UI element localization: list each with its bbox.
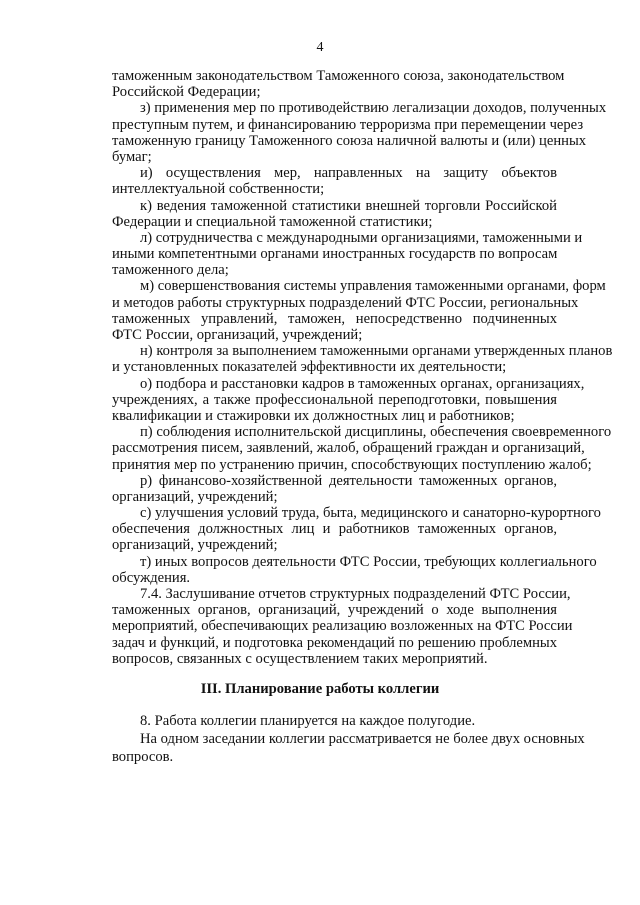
paragraph [112, 375, 585, 425]
text-line: учреждениях, а также профессиональной переподготовки, повышения [112, 391, 557, 408]
text-line: принятия мер по устранению причин, способствующих поступлению жалоб; [112, 456, 592, 473]
paragraph [112, 730, 585, 766]
text-line: 8. Работа коллегии планируется на каждое полугодие. [140, 713, 476, 729]
text-line: ФТС России, организаций, учреждений; [112, 327, 363, 343]
text-line: к) ведения таможенной статистики внешней торговли Российской [140, 197, 557, 214]
text-line: р) финансово-хозяйственной деятельности таможенных органов, [140, 472, 557, 489]
paragraph [112, 68, 565, 101]
paragraph [112, 229, 583, 279]
text-line: вопросов. [112, 749, 174, 765]
text-line: преступным путем, и финансированию терроризма при перемещении через [112, 116, 584, 133]
paragraph [112, 505, 601, 554]
text-line: н) контроля за выполнением таможенными органами утвержденных планов [140, 343, 613, 360]
text-line: вопросов, связанных с осуществлением таких мероприятий. [112, 650, 488, 667]
paragraph [112, 586, 573, 667]
text-line: 7.4. Заслушивание отчетов структурных подразделений ФТС России, [140, 586, 571, 602]
text-line: организаций, учреждений; [112, 488, 278, 505]
text-line: т) иных вопросов деятельности ФТС России, требующих коллегиального [140, 553, 597, 570]
text-line: рассмотрения писем, заявлений, жалоб, обращений граждан и организаций, [112, 440, 585, 457]
section-heading: III. Планирование работы коллегии [200, 681, 440, 697]
text-line: п) соблюдения исполнительской дисциплины, обеспечения своевременного [140, 424, 612, 441]
text-line: интеллектуальной собственности; [112, 181, 325, 198]
paragraph [112, 100, 607, 165]
text-line: з) применения мер по противодействию легализации доходов, полученных [140, 100, 607, 117]
text-line: мероприятий, обеспечивающих реализацию возложенных на ФТС России [112, 618, 573, 635]
paragraph [112, 424, 612, 473]
paragraph [112, 343, 613, 376]
text-line: Федерации и специальной таможенной статистики; [112, 213, 433, 230]
text-line: таможенным законодательством Таможенного союза, законодательством [112, 68, 565, 84]
text-line: и установленных показателей эффективности их деятельности; [112, 359, 507, 376]
document-tail [112, 712, 585, 766]
text-line: таможенную границу Таможенного союза наличной валюты и (или) ценных [112, 132, 587, 149]
text-line: иными компетентными органами иностранных государств по вопросам [112, 246, 558, 263]
text-line: бумаг; [112, 148, 152, 165]
paragraph [112, 473, 557, 505]
text-line: таможенных управлений, таможен, непосредственно подчиненных [112, 310, 557, 327]
text-line: задач и функций, и подготовка рекомендаций по решению проблемных [112, 634, 557, 651]
page-number: 4 [316, 40, 324, 55]
text-line: организаций, учреждений; [112, 537, 278, 554]
paragraph [112, 165, 557, 197]
document-body [112, 68, 613, 667]
text-line: квалификации и стажировки их должностных лиц и работников; [112, 407, 515, 424]
text-line: На одном заседании коллегии рассматривается не более двух основных [140, 731, 585, 747]
paragraph [112, 712, 557, 730]
text-line: и методов работы структурных подразделений ФТС России, региональных [112, 294, 579, 311]
text-line: обеспечения должностных лиц и работников таможенных органов, [112, 521, 557, 538]
text-line: с) улучшения условий труда, быта, медицинского и санаторно-курортного [140, 505, 601, 522]
text-line: обсуждения. [112, 569, 191, 586]
text-line: таможенного дела; [112, 262, 229, 279]
text-line: Российской Федерации; [112, 84, 261, 101]
text-line: м) совершенствования системы управления таможенными органами, форм [140, 278, 606, 295]
text-line: таможенных органов, организаций, учреждений о ходе выполнения [112, 602, 557, 619]
paragraph [112, 553, 597, 586]
text-line: л) сотрудничества с международными организациями, таможенными и [140, 229, 583, 246]
paragraph [112, 278, 606, 343]
paragraph [112, 198, 557, 230]
text-line: о) подбора и расстановки кадров в таможенных органах, организациях, [140, 375, 585, 392]
text-line: и) осуществления мер, направленных на защиту объектов [140, 165, 557, 182]
